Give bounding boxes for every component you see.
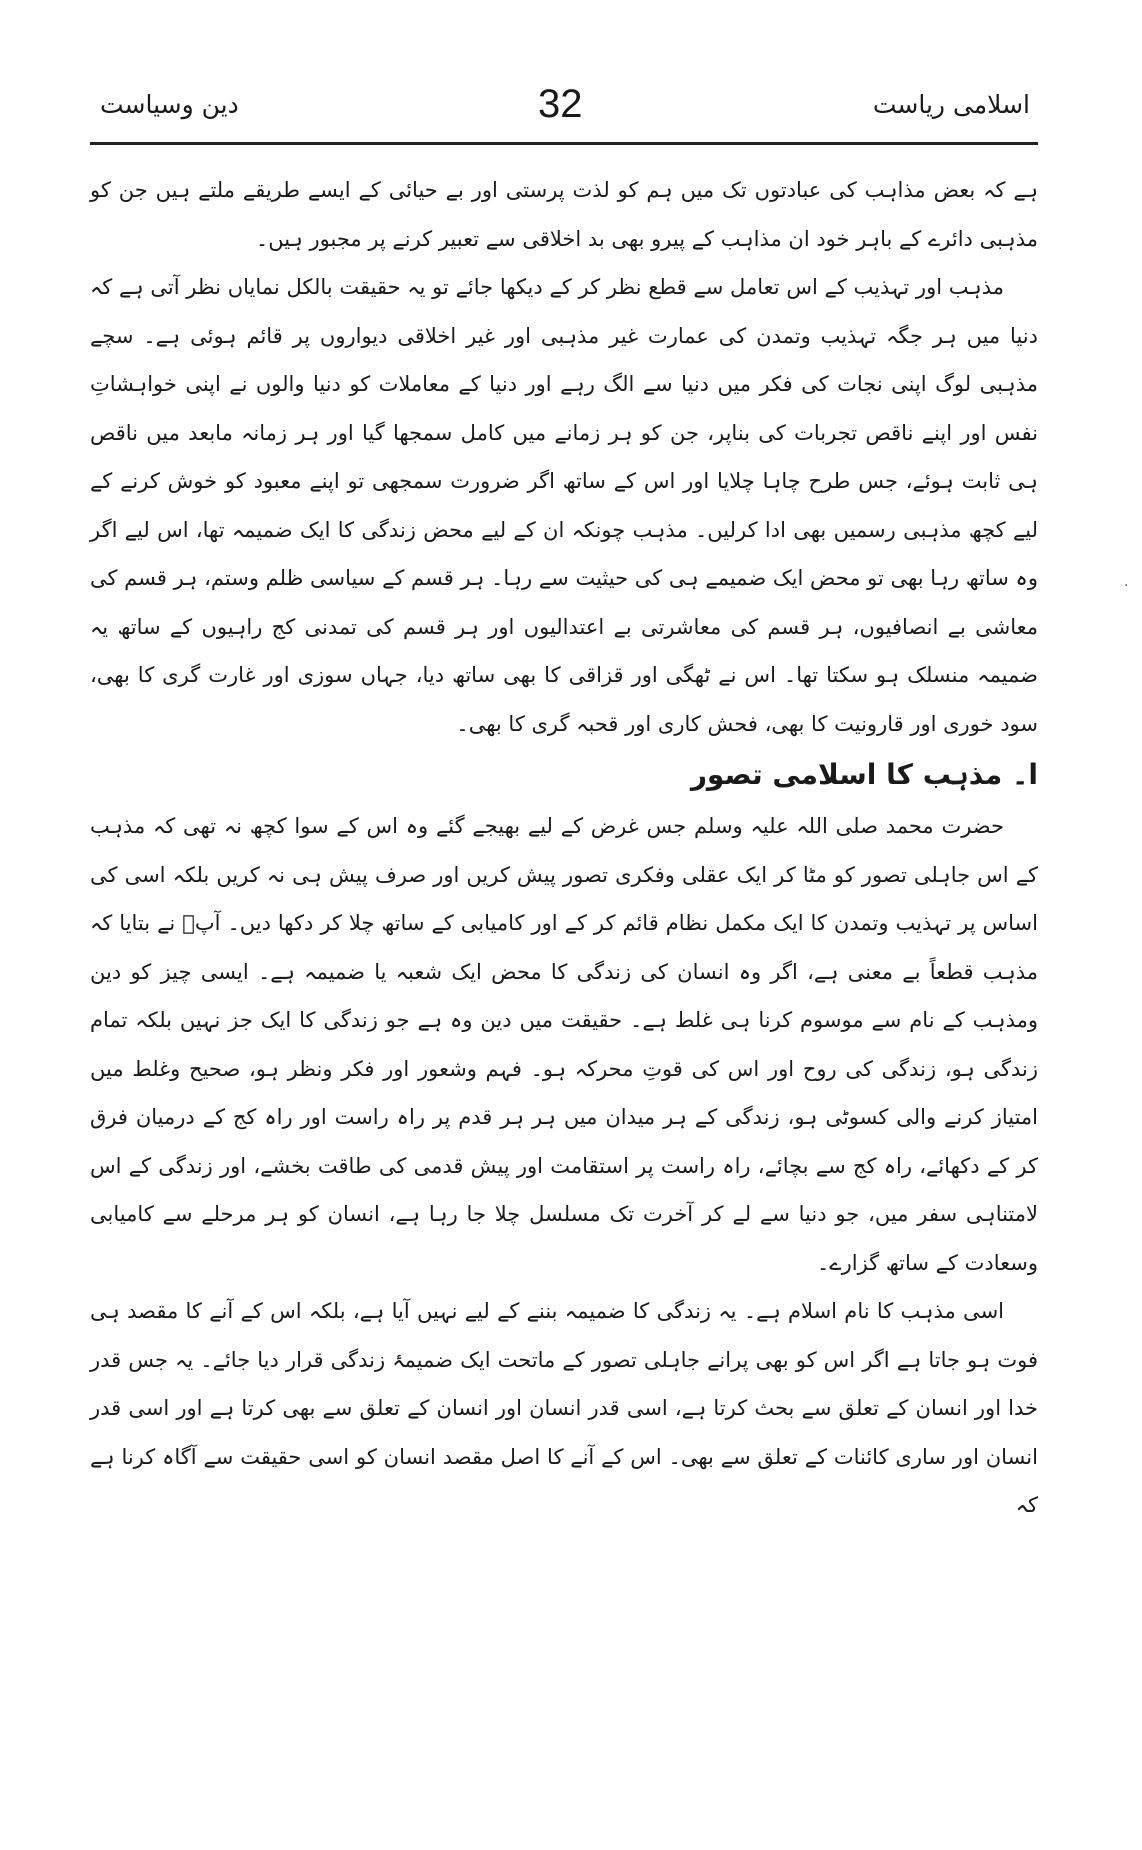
paragraph-2: مذہب اور تہذیب کے اس تعامل سے قطع نظر کر کے دیکھا جائے تو یہ حقیقت بالکل نمایاں نظر آتی ہے کہ دنیا میں ہر جگہ تہذیب وتمدن کی عمارت غیر مذہبی اور غیر اخلاقی دیواروں پر قائم ہوئی ہے۔ سچے مذہبی لوگ اپنی نجات کی فکر میں دنیا سے الگ رہے اور دنیا کے معاملات کو دنیا والوں نے اپنی خواہشاتِ نفس اور اپنے ناقص تجربات کی بناپر، جن کو ہر زمانے میں کامل سمجھا گیا اور ہر زمانہ مابعد میں ناقص ہی ثابت ہوئے، جس طرح چاہا چلایا اور اس کے ساتھ اگر ضرورت سمجھی تو اپنے معبود کو خوش کرنے کے لیے کچھ مذہبی رسمیں بھی ادا کرلیں۔ مذہب چونکہ ان کے لیے محض زندگی کا ایک ضمیمہ تھا، اس لیے اگر وہ ساتھ رہا بھی تو محض ایک ضمیمے ہی کی حیثیت سے رہا۔ ہر قسم کے سیاسی ظلم وستم، ہر قسم کی معاشی بے انصافیوں، ہر قسم کی معاشرتی بے اعتدالیوں اور ہر قسم کی تمدنی کج راہیوں کے ساتھ یہ ضمیمہ منسلک ہو سکتا تھا۔ اس نے ٹھگی اور قزاقی کا بھی ساتھ دیا، جہاں سوزی اور غارت گری کا بھی، سود خوری اور قارونیت کا بھی، فحش کاری اور قحبہ گری کا بھی۔: [89, 275, 1038, 736]
margin-mark: ·: [1124, 578, 1129, 594]
chapter-title: دین وسیاست: [100, 90, 239, 119]
page-body: [90, 166, 1038, 1826]
page-number: 32: [538, 82, 583, 126]
running-header: [90, 84, 1030, 132]
header-divider: [90, 142, 1038, 145]
paragraph-3: حضرت محمد صلی اللہ علیہ وسلم جس غرض کے لیے بھیجے گئے وہ اس کے سوا کچھ نہ تھی کہ مذہب کے اس جاہلی تصور کو مٹا کر ایک عقلی وفکری تصور پیش کریں اور صرف پیش ہی نہ کریں بلکہ اسی کی اساس پر تہذیب وتمدن کا ایک مکمل نظام قائم کر کے اور کامیابی کے ساتھ چلا کر دکھا دیں۔ آپؐ نے بتایا کہ مذہب قطعاً بے معنی ہے، اگر وہ انسان کی زندگی کا محض ایک شعبہ یا ضمیمہ ہے۔ ایسی چیز کو دین ومذہب کے نام سے موسوم کرنا ہی غلط ہے۔ حقیقت میں دین وہ ہے جو زندگی کا ایک جز نہیں بلکہ تمام زندگی ہو، زندگی کی روح اور اس کی قوتِ محرکہ ہو۔ فہم وشعور اور فکر ونظر ہو، صحیح وغلط میں امتیاز کرنے والی کسوٹی ہو، زندگی کے ہر میدان میں ہر ہر قدم پر راہ راست اور راہ کج کے درمیان فرق کر کے دکھائے، راہ کج سے بچائے، راہ راست پر استقامت اور پیش قدمی کی طاقت بخشے، اور زندگی کے اس لامتناہی سفر میں، جو دنیا سے لے کر آخرت تک مسلسل چلا جا رہا ہے، انسان کو ہر مرحلے سے کامیابی وسعادت کے ساتھ گزارے۔: [90, 814, 1038, 1275]
book-title: اسلامی ریاست: [872, 90, 1030, 119]
paragraph-4: اسی مذہب کا نام اسلام ہے۔ یہ زندگی کا ضمیمہ بننے کے لیے نہیں آیا ہے، بلکہ اس کے آنے کا مقصد ہی فوت ہو جاتا ہے اگر اس کو بھی پرانے جاہلی تصور کے ماتحت ایک ضمیمۂ زندگی قرار دیا جائے۔ یہ جس قدر خدا اور انسان کے تعلق سے بحث کرتا ہے، اسی قدر انسان اور انسان کے تعلق سے بھی کرتا ہے اور اسی قدر انسان اور ساری کائنات کے تعلق سے بھی۔ اس کے آنے کا اصل مقصد انسان کو اسی حقیقت سے آگاہ کرنا ہے کہ: [90, 1299, 1038, 1517]
section-heading: ا۔ مذہب کا اسلامی تصور: [690, 758, 1038, 791]
paragraph-1: ہے کہ بعض مذاہب کی عبادتوں تک میں ہم کو لذت پرستی اور بے حیائی کے ایسے طریقے ملتے ہیں جن کو مذہبی دائرے کے باہر خود ان مذاہب کے پیرو بھی بد اخلاقی سے تعبیر کرنے پر مجبور ہیں۔: [90, 178, 1038, 251]
